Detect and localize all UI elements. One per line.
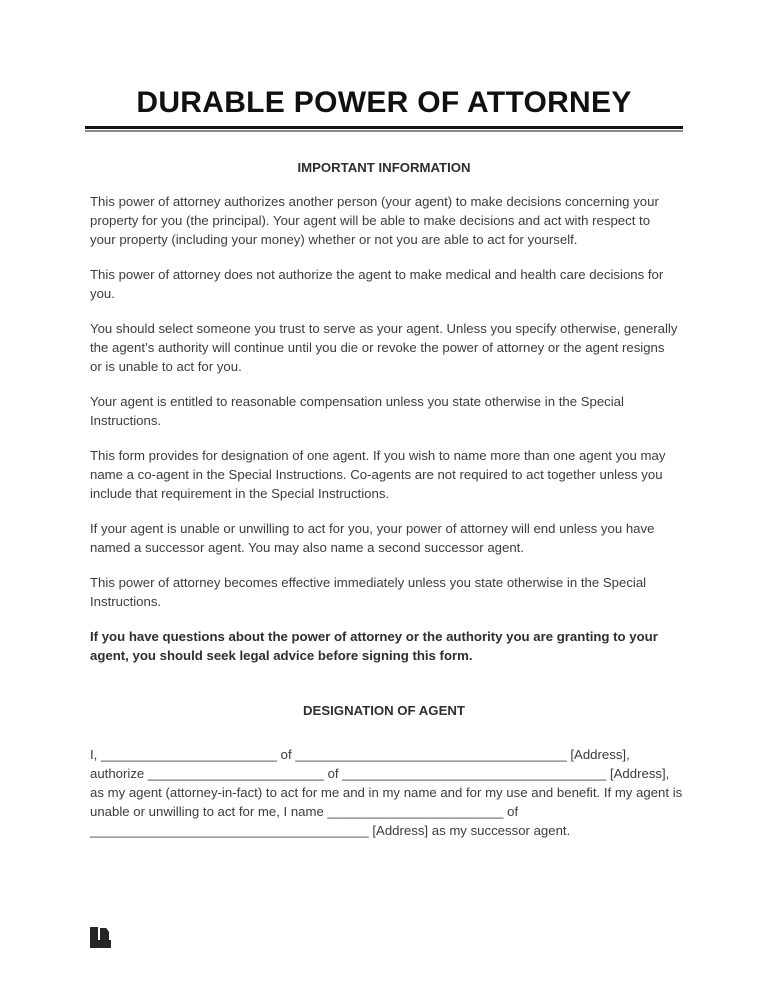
info-paragraph: This power of attorney becomes effective immediately unless you state otherwise in the Special Instructions. [90,575,647,609]
info-paragraph: This power of attorney does not authorize the agent to make medical and health care decisions for you. [90,267,664,301]
designation-fill-line: as my agent (attorney-in-fact) to act for me and in my name and for my use and benefit. If my agent is [90,785,683,800]
info-paragraph: This power of attorney authorizes another person (your agent) to make decisions concerning your property for you (the principal). Your agent will be able to make decisions and act with respect to your property (including your money) whether or not you are able to act for yourself. [90,194,659,247]
document-content [0,86,768,840]
important-information-heading: IMPORTANT INFORMATION [297,160,471,175]
designation-fill-line: I, ________________________ of _____________________________________ [Address], [90,747,630,762]
document-title: DURABLE POWER OF ATTORNEY [136,86,632,119]
info-paragraph: If your agent is unable or unwilling to act for you, your power of attorney will end unless you have named a successor agent. You may also name a second successor agent. [90,521,655,555]
info-paragraph: You should select someone you trust to serve as your agent. Unless you specify otherwise, generally the agent’s authority will continue until you die or revoke the power of attorney or the agent resigns or is unable to act for you. [90,321,678,374]
info-paragraph: This form provides for designation of one agent. If you wish to name more than one agent you may name a co-agent in the Special Instructions. Co-agents are not required to act together unless you include that requirement in the Special Instructions. [90,448,666,501]
legal-advice-notice: If you have questions about the power of attorney or the authority you are granting to your agent, you should seek legal advice before signing this form. [90,629,658,663]
designation-fill-line: unable or unwilling to act for me, I name ________________________ of [90,804,519,819]
title-underline-rule [85,126,683,132]
designation-fill-line: ______________________________________ [Address] as my successor agent. [90,823,571,838]
designation-of-agent-block [90,745,683,840]
info-paragraph: Your agent is entitled to reasonable compensation unless you state otherwise in the Special Instructions. [90,394,624,428]
designation-of-agent-heading: DESIGNATION OF AGENT [303,703,465,718]
designation-fill-line: authorize ________________________ of ____________________________________ [Address], [90,766,670,781]
legal-templates-logo-icon [90,927,111,948]
